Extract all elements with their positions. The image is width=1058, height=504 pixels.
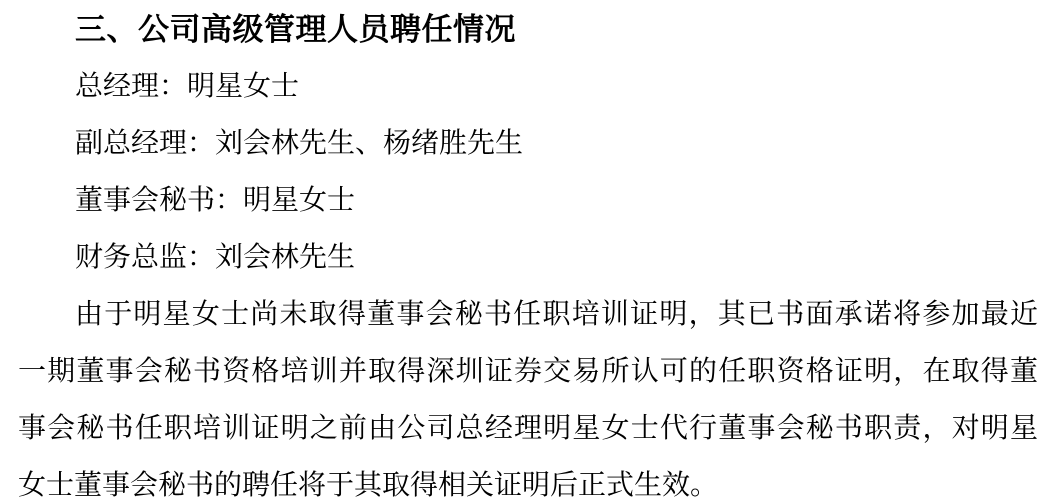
paragraph-line: 一期董事会秘书资格培训并取得深圳证券交易所认可的任职资格证明，在取得董 <box>18 356 1038 387</box>
paragraph-line: 事会秘书任职培训证明之前由公司总经理明星女士代行董事会秘书职责，对明星 <box>18 413 1038 444</box>
paragraph-line: 女士董事会秘书的聘任将于其取得相关证明后正式生效。 <box>18 470 719 501</box>
paragraph-line: 由于明星女士尚未取得董事会秘书任职培训证明，其已书面承诺将参加最近 <box>75 299 1038 330</box>
section-heading: 三、公司高级管理人员聘任情况 <box>75 12 516 47</box>
appointment-line-cfo: 财务总监：刘会林先生 <box>75 242 356 273</box>
appointment-line-board-secretary: 董事会秘书：明星女士 <box>75 185 356 216</box>
appointment-line-general-manager: 总经理：明星女士 <box>75 71 300 102</box>
appointment-line-deputy-general-manager: 副总经理：刘会林先生、杨绪胜先生 <box>75 128 524 159</box>
